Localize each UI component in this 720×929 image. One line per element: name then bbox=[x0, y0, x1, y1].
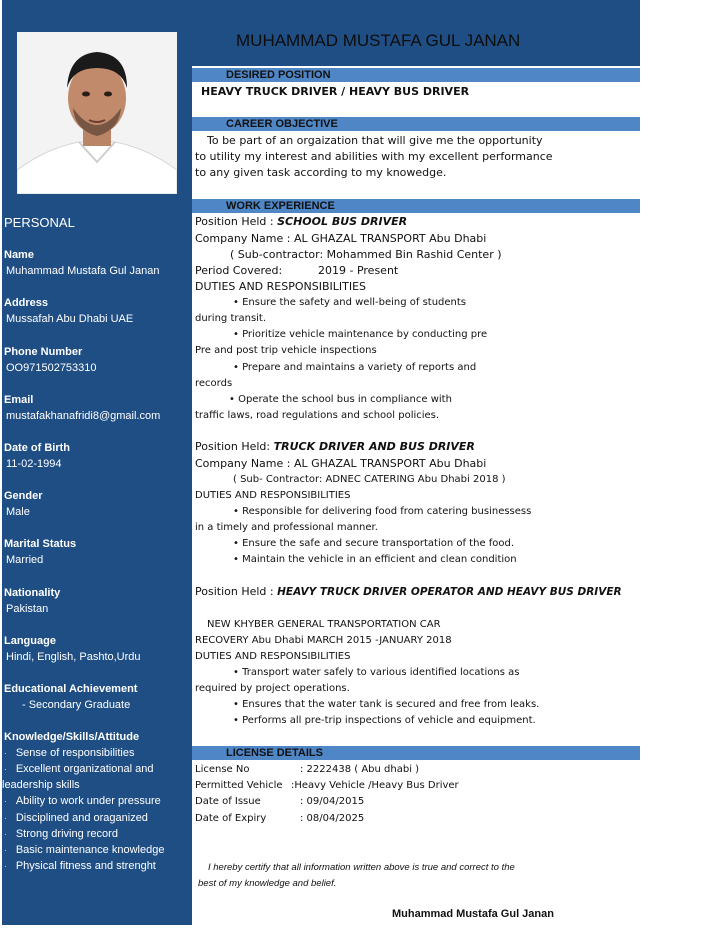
marital-value: Married bbox=[6, 554, 44, 566]
phone-value: OO971502753310 bbox=[6, 362, 97, 374]
job3-duty: required by project operations. bbox=[195, 683, 350, 694]
job1-company: Company Name : AL GHAZAL TRANSPORT Abu Dhabi bbox=[195, 232, 487, 245]
job1-duty: • Operate the school bus in compliance with bbox=[229, 394, 452, 405]
person-portrait-icon bbox=[17, 32, 177, 194]
objective-line: to any given task according to my knowedge. bbox=[195, 166, 447, 179]
license-expiry-value: : 08/04/2025 bbox=[300, 813, 365, 824]
job1-duty: Pre and post trip vehicle inspections bbox=[195, 345, 377, 356]
phone-label: Phone Number bbox=[4, 346, 83, 358]
job2-duties-heading: DUTIES AND RESPONSIBILITIES bbox=[195, 490, 351, 501]
skill-item: · Sense of responsibilities bbox=[4, 747, 135, 759]
work-experience-heading: WORK EXPERIENCE bbox=[226, 200, 335, 212]
nationality-value: Pakistan bbox=[6, 603, 49, 615]
license-vehicle-label: Permitted Vehicle bbox=[195, 780, 283, 791]
license-vehicle-value: :Heavy Vehicle /Heavy Bus Driver bbox=[291, 780, 459, 791]
address-value: Mussafah Abu Dhabi UAE bbox=[6, 313, 134, 325]
position-label: Position Held : bbox=[195, 585, 278, 598]
skill-text: Disciplined and oraganized bbox=[15, 812, 148, 824]
job2-duty: • Maintain the vehicle in an efficient and clean condition bbox=[233, 554, 517, 565]
career-objective-bar bbox=[192, 117, 640, 131]
skill-text: Ability to work under pressure bbox=[15, 795, 161, 807]
dob-value: 11-02-1994 bbox=[6, 458, 62, 470]
skill-item: · Strong driving record bbox=[4, 828, 118, 840]
personal-heading: PERSONAL bbox=[4, 215, 75, 230]
dob-label: Date of Birth bbox=[4, 442, 70, 454]
license-no-label: License No bbox=[195, 764, 250, 775]
job1-subcontractor: ( Sub-contractor: Mohammed Bin Rashid Center ) bbox=[230, 248, 502, 261]
email-value: mustafakhanafridi8@gmail.com bbox=[6, 410, 161, 422]
objective-line: To be part of an orgaization that will give me the opportunity bbox=[207, 134, 543, 147]
job1-duties-heading: DUTIES AND RESPONSIBILITIES bbox=[195, 280, 367, 293]
skill-text: Physical fitness and strenght bbox=[15, 860, 156, 872]
position-title: HEAVY TRUCK DRIVER OPERATOR AND HEAVY BUS DRIVER bbox=[277, 586, 622, 598]
job1-duty: records bbox=[195, 378, 233, 389]
position-label: Position Held: bbox=[195, 440, 274, 453]
desired-position-bar bbox=[192, 68, 640, 82]
job2-position bbox=[195, 440, 475, 454]
position-label: Position Held : bbox=[195, 215, 278, 228]
job2-duty: • Ensure the safe and secure transportation of the food. bbox=[233, 538, 515, 549]
license-no-value: : 2222438 ( Abu dhabi ) bbox=[300, 764, 420, 775]
job1-period: 2019 - Present bbox=[318, 264, 399, 277]
skill-item-continued: leadership skills bbox=[2, 779, 80, 791]
language-value: Hindi, English, Pashto,Urdu bbox=[6, 651, 141, 663]
license-details-heading: LICENSE DETAILS bbox=[226, 747, 323, 759]
nationality-label: Nationality bbox=[4, 587, 61, 599]
job1-duty: during transit. bbox=[195, 313, 267, 324]
job3-duty: • Transport water safely to various identified locations as bbox=[233, 667, 520, 678]
marital-label: Marital Status bbox=[4, 538, 77, 550]
job3-duty: • Performs all pre-trip inspections of vehicle and equipment. bbox=[233, 715, 536, 726]
address-label: Address bbox=[4, 297, 49, 309]
job1-duty: • Prepare and maintains a variety of reports and bbox=[233, 362, 477, 373]
job3-company-line: RECOVERY Abu Dhabi MARCH 2015 -JANUARY 2018 bbox=[195, 635, 452, 646]
email-label: Email bbox=[4, 394, 34, 406]
skill-text: Strong driving record bbox=[15, 828, 118, 840]
skill-item: · Basic maintenance knowledge bbox=[4, 844, 165, 856]
profile-photo bbox=[17, 32, 177, 194]
skill-item: · Physical fitness and strenght bbox=[4, 860, 156, 872]
gender-label: Gender bbox=[4, 490, 43, 502]
education-label: Educational Achievement bbox=[4, 683, 138, 695]
certification-line: I hereby certify that all information written above is true and correct to the bbox=[208, 862, 515, 873]
skill-text: Basic maintenance knowledge bbox=[15, 844, 165, 856]
skill-text: Sense of responsibilities bbox=[15, 747, 135, 759]
skill-text: Excellent organizational and bbox=[15, 763, 154, 775]
skills-label: Knowledge/Skills/Attitude bbox=[4, 731, 140, 743]
license-details-bar bbox=[192, 746, 640, 760]
gender-value: Male bbox=[6, 506, 30, 518]
skill-item: · Disciplined and oraganized bbox=[4, 812, 148, 824]
desired-position-value: HEAVY TRUCK DRIVER / HEAVY BUS DRIVER bbox=[201, 85, 470, 98]
career-objective-heading: CAREER OBJECTIVE bbox=[226, 118, 338, 130]
signature-name: Muhammad Mustafa Gul Janan bbox=[392, 908, 554, 920]
job1-duty: • Ensure the safety and well-being of students bbox=[233, 297, 467, 308]
job2-company: Company Name : AL GHAZAL TRANSPORT Abu Dhabi bbox=[195, 457, 487, 470]
license-issue-label: Date of Issue bbox=[195, 796, 261, 807]
job2-duty: • Responsible for delivering food from catering businessess bbox=[233, 506, 532, 517]
job3-duty: • Ensures that the water tank is secured and free from leaks. bbox=[233, 699, 540, 710]
education-value: - Secondary Graduate bbox=[22, 699, 131, 711]
desired-position-heading: DESIRED POSITION bbox=[226, 69, 331, 81]
job1-period-label: Period Covered: bbox=[195, 264, 283, 277]
job3-duties-heading: DUTIES AND RESPONSIBILITIES bbox=[195, 651, 351, 662]
certification-line: best of my knowledge and belief. bbox=[198, 878, 337, 889]
header-name: MUHAMMAD MUSTAFA GUL JANAN bbox=[236, 31, 521, 50]
language-label: Language bbox=[4, 635, 56, 647]
work-experience-bar bbox=[192, 199, 640, 213]
position-title: SCHOOL BUS DRIVER bbox=[277, 215, 408, 228]
position-title: TRUCK DRIVER AND BUS DRIVER bbox=[273, 440, 475, 453]
job2-duty: in a timely and professional manner. bbox=[195, 522, 378, 533]
objective-line: to utility my interest and abilities with my excellent performance bbox=[195, 150, 553, 163]
name-value: Muhammad Mustafa Gul Janan bbox=[6, 265, 160, 277]
job1-position bbox=[195, 215, 407, 229]
job1-duty: • Prioritize vehicle maintenance by conducting pre bbox=[233, 329, 488, 340]
skill-item: · Excellent organizational and bbox=[4, 763, 154, 775]
job3-position bbox=[195, 585, 622, 599]
job1-duty: traffic laws, road regulations and school policies. bbox=[195, 410, 440, 421]
name-label: Name bbox=[4, 249, 34, 261]
job3-company-line: NEW KHYBER GENERAL TRANSPORTATION CAR bbox=[207, 619, 441, 630]
license-expiry-label: Date of Expiry bbox=[195, 813, 267, 824]
license-issue-value: : 09/04/2015 bbox=[300, 796, 365, 807]
skill-item: · Ability to work under pressure bbox=[4, 795, 161, 807]
job2-subcontractor: ( Sub- Contractor: ADNEC CATERING Abu Dhabi 2018 ) bbox=[233, 474, 506, 485]
